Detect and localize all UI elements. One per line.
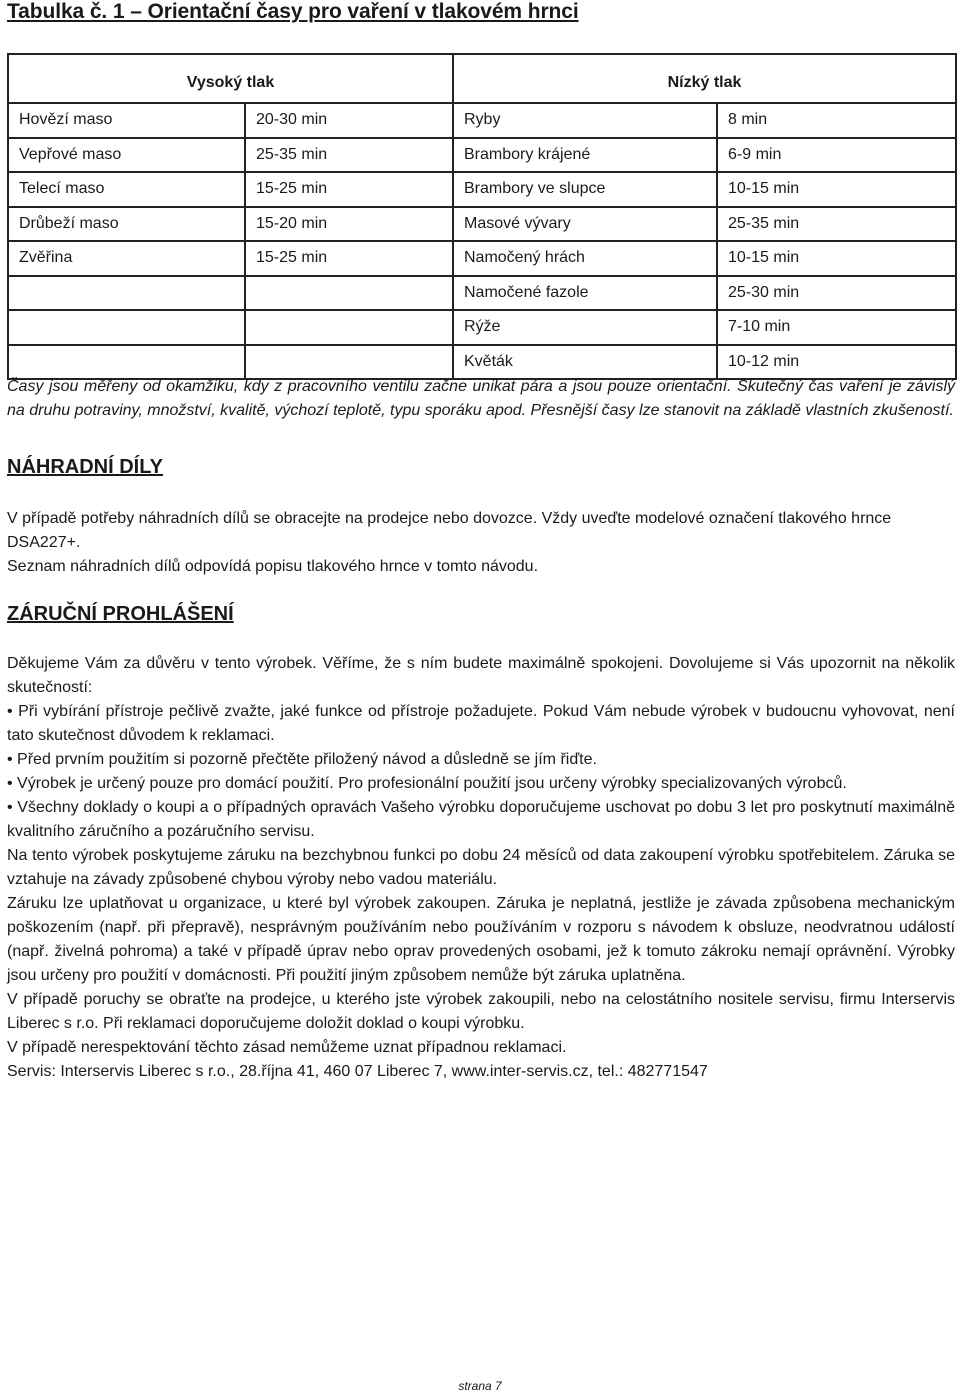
- table-row: [8, 241, 956, 276]
- table-cell-low-food: Namočený hrách: [453, 241, 717, 276]
- table-row: [8, 207, 956, 242]
- table-cell-low-food: Květák: [453, 345, 717, 380]
- table-cell-high-food: Drůbeží maso: [8, 207, 245, 242]
- warranty-paragraph: • Při vybírání přístroje pečlivě zvažte, jaké funkce od přístroje požadujete. Pokud Vám nebude výrobek v budoucnu vyhovovat, není tato skutečnost důvodem k reklamaci.: [7, 703, 955, 744]
- spare-parts-text: [7, 507, 955, 579]
- warranty-paragraph: Záruku lze uplatňovat u organizace, u které byl výrobek zakoupen. Záruka je neplatná, jestliže je závada způsobena mechanickým poškozením (např. při přepravě), nesprávným používáním nebo používáním v rozporu s návodem k obsluze, neodvratnou událostí (např. živelná pohroma) a také v případě úprav nebo oprav provedených osobami, jež k tomuto zákroku nemají oprávnění. Výrobky jsou určeny pro použití v domácnosti. Při použití jiným způsobem nemůže být záruka uplatněna.: [7, 895, 955, 984]
- header-low-pressure: Nízký tlak: [453, 54, 956, 103]
- table-row: [8, 103, 956, 138]
- table-cell-high-time: 15-20 min: [245, 207, 453, 242]
- table-cell-low-time: 10-15 min: [717, 172, 956, 207]
- spare-parts-line: Seznam náhradních dílů odpovídá popisu tlakového hrnce v tomto návodu.: [7, 558, 539, 575]
- table-cell-high-food: Vepřové maso: [8, 138, 245, 173]
- table-cell-high-food: Telecí maso: [8, 172, 245, 207]
- table-cell-high-time: [245, 310, 453, 345]
- warranty-paragraph: Na tento výrobek poskytujeme záruku na bezchybnou funkci po dobu 24 měsíců od data zakoupení výrobku spotřebitelem. Záruka se vztahuje na závady způsobené chybou výroby nebo vadou materiálu.: [7, 847, 955, 888]
- table-cell-high-food: Hovězí maso: [8, 103, 245, 138]
- table-cell-high-food: [8, 276, 245, 311]
- warranty-heading: ZÁRUČNÍ PROHLÁŠENÍ: [7, 603, 234, 625]
- table-row: [8, 138, 956, 173]
- table-cell-high-time: [245, 345, 453, 380]
- table-cell-high-food: [8, 345, 245, 380]
- table-cell-low-food: Brambory ve slupce: [453, 172, 717, 207]
- table-cell-high-time: 15-25 min: [245, 241, 453, 276]
- cooking-times-note: Časy jsou měřeny od okamžiku, kdy z pracovního ventilu začne unikat pára a jsou pouze orientační. Skutečný čas vaření je závislý na druhu potraviny, množství, kvalitě, výchozí teplotě, typu sporáku apod. Přesnější časy lze stanovit na základě vlastních zkušeností.: [7, 378, 955, 419]
- table-cell-low-food: Masové vývary: [453, 207, 717, 242]
- warranty-paragraph: Servis: Interservis Liberec s r.o., 28.října 41, 460 07 Liberec 7, www.inter-servis.cz, tel.: 482771547: [7, 1063, 708, 1080]
- warranty-paragraph: Děkujeme Vám za důvěru v tento výrobek. Věříme, že s ním budete maximálně spokojeni. Dovolujeme si Vás upozornit na několik skutečností:: [7, 655, 955, 696]
- table-row: [8, 310, 956, 345]
- header-high-pressure: Vysoký tlak: [8, 54, 453, 103]
- table-cell-low-food: Brambory krájené: [453, 138, 717, 173]
- table-row: [8, 172, 956, 207]
- cooking-times-table: [7, 53, 957, 380]
- warranty-paragraph: V případě poruchy se obraťte na prodejce, u kterého jste výrobek zakoupili, nebo na celostátního nositele servisu, firmu Interservis Liberec s r.o. Při reklamaci doporučujeme doložit doklad o koupi výrobku.: [7, 991, 955, 1032]
- table-body: [8, 103, 956, 379]
- warranty-paragraph: • Všechny doklady o koupi a o případných opravách Vašeho výrobku doporučujeme uschovat po dobu 3 let pro poskytnutí maximálně kvalitního záručního a pozáručního servisu.: [7, 799, 955, 840]
- table-row: [8, 345, 956, 380]
- table-cell-low-food: Rýže: [453, 310, 717, 345]
- table-cell-low-time: 8 min: [717, 103, 956, 138]
- warranty-paragraph: • Před prvním použitím si pozorně přečtěte přiložený návod a důsledně se jím řiďte.: [7, 751, 597, 768]
- table-cell-low-time: 7-10 min: [717, 310, 956, 345]
- page-title: Tabulka č. 1 – Orientační časy pro vaření v tlakovém hrnci: [7, 0, 579, 23]
- spare-parts-heading: NÁHRADNÍ DÍLY: [7, 456, 163, 478]
- table-cell-high-time: 20-30 min: [245, 103, 453, 138]
- table-row: [8, 276, 956, 311]
- table-cell-low-time: 10-12 min: [717, 345, 956, 380]
- table-cell-low-time: 10-15 min: [717, 241, 956, 276]
- spare-parts-line: V případě potřeby náhradních dílů se obracejte na prodejce nebo dovozce. Vždy uveďte modelové označení tlakového hrnce DSA227+.: [7, 510, 892, 551]
- table-cell-low-food: Namočené fazole: [453, 276, 717, 311]
- page-number: strana 7: [458, 1379, 502, 1393]
- table-cell-high-time: [245, 276, 453, 311]
- table-cell-high-time: 25-35 min: [245, 138, 453, 173]
- table-cell-low-time: 6-9 min: [717, 138, 956, 173]
- table-cell-low-time: 25-30 min: [717, 276, 956, 311]
- warranty-text: [7, 652, 955, 1084]
- table-header-row: [8, 54, 956, 103]
- table-cell-low-time: 25-35 min: [717, 207, 956, 242]
- warranty-paragraph: • Výrobek je určený pouze pro domácí použití. Pro profesionální použití jsou určeny výrobky specializovaných výrobců.: [7, 775, 847, 792]
- table-cell-high-food: Zvěřina: [8, 241, 245, 276]
- table-cell-high-time: 15-25 min: [245, 172, 453, 207]
- table-cell-low-food: Ryby: [453, 103, 717, 138]
- table-cell-high-food: [8, 310, 245, 345]
- warranty-paragraph: V případě nerespektování těchto zásad nemůžeme uznat případnou reklamaci.: [7, 1039, 567, 1056]
